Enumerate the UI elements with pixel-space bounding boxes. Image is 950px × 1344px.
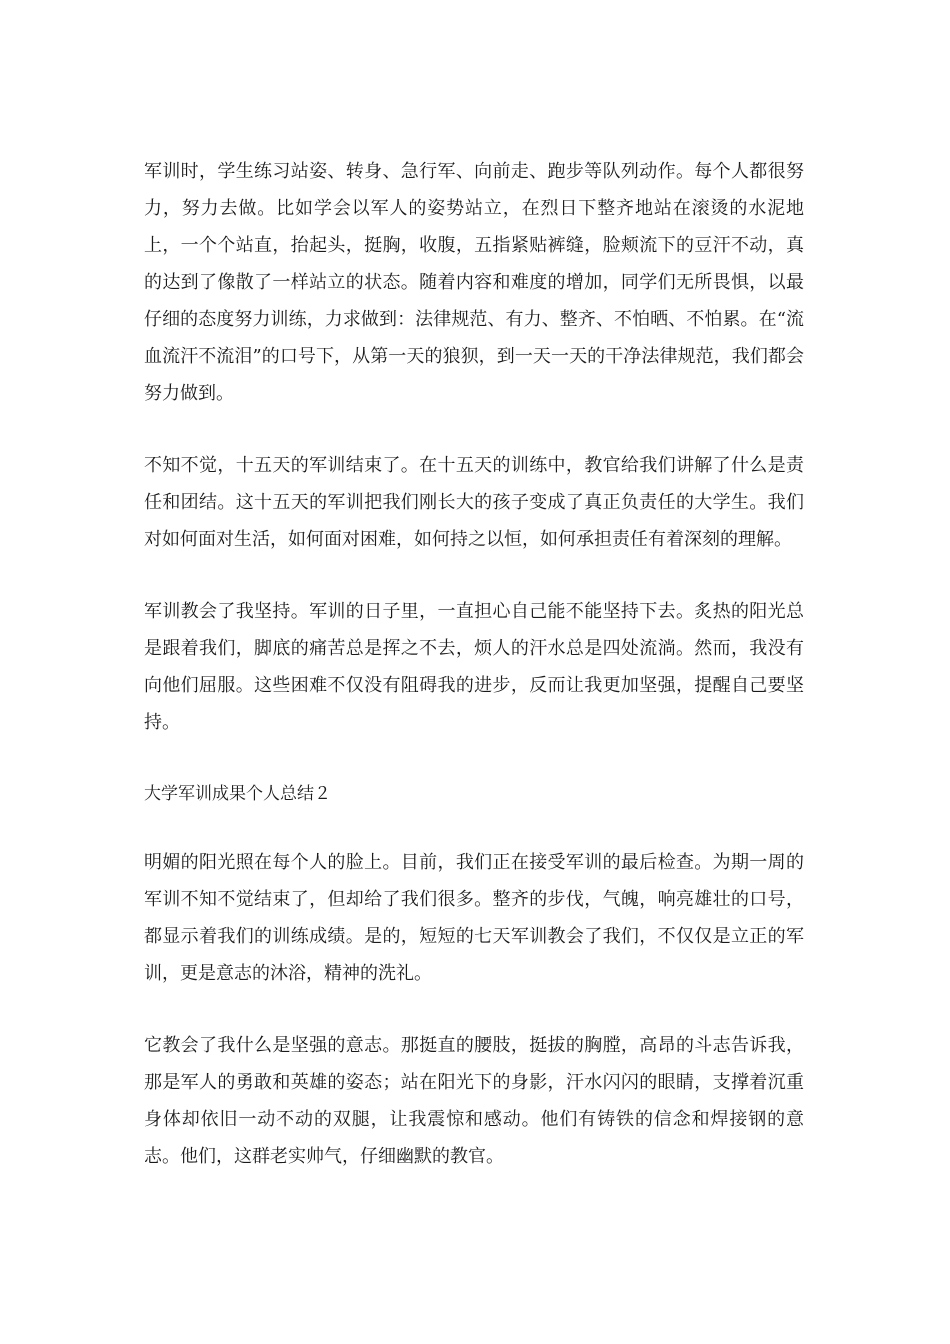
paragraph-sunshine: 明媚的阳光照在每个人的脸上。目前，我们正在接受军训的最后检查。为期一周的军训不知不觉结束了，但却给了我们很多。整齐的步伐，气魄，响亮雄壮的口号，都显示着我们的训练成绩。是的，短短的七天军训教会了我们，不仅仅是立正的军训，更是意志的沐浴，精神的洗礼。 — [144, 852, 804, 984]
paragraph-fifteen-days: 不知不觉，十五天的军训结束了。在十五天的训练中，教官给我们讲解了什么是责任和团结。这十五天的军训把我们刚长大的孩子变成了真正负责任的大学生。我们对如何面对生活，如何面对困难，如何持之以恒，如何承担责任有着深刻的理解。 — [144, 455, 804, 550]
paragraph-military-drills: 军训时，学生练习站姿、转身、急行军、向前走、跑步等队列动作。每个人都很努力，努力去做。比如学会以军人的姿势站立，在烈日下整齐地站在滚烫的水泥地上，一个个站直，抬起头，挺胸，收腹，五指紧贴裤缝，脸颊流下的豆汗不动，真的达到了像散了一样站立的状态。随着内容和难度的增加，同学们无所畏惧，以最仔细的态度努力训练，力求做到：法律规范、有力、整齐、不怕晒、不怕累。在“流血流汗不流泪”的口号下，从第一天的狼狈，到一天一天的干净法律规范，我们都会努力做到。 — [144, 161, 804, 404]
paragraph-strong-will: 它教会了我什么是坚强的意志。那挺直的腰肢，挺拔的胸膛，高昂的斗志告诉我，那是军人的勇敢和英雄的姿态；站在阳光下的身影，汗水闪闪的眼睛，支撑着沉重身体却依旧一动不动的双腿，让我震惊和感动。他们有铸铁的信念和焊接钢的意志。他们，这群老实帅气，仔细幽默的教官。 — [144, 1035, 804, 1167]
paragraph-persistence: 军训教会了我坚持。军训的日子里，一直担心自己能不能坚持下去。炙热的阳光总是跟着我们，脚底的痛苦总是挥之不去，烦人的汗水总是四处流淌。然而，我没有向他们屈服。这些困难不仅没有阻碍我的进步，反而让我更加坚强，提醒自己要坚持。 — [144, 601, 804, 733]
section-heading: 大学军训成果个人总结２ — [144, 784, 331, 804]
document-body — [144, 153, 804, 1210]
